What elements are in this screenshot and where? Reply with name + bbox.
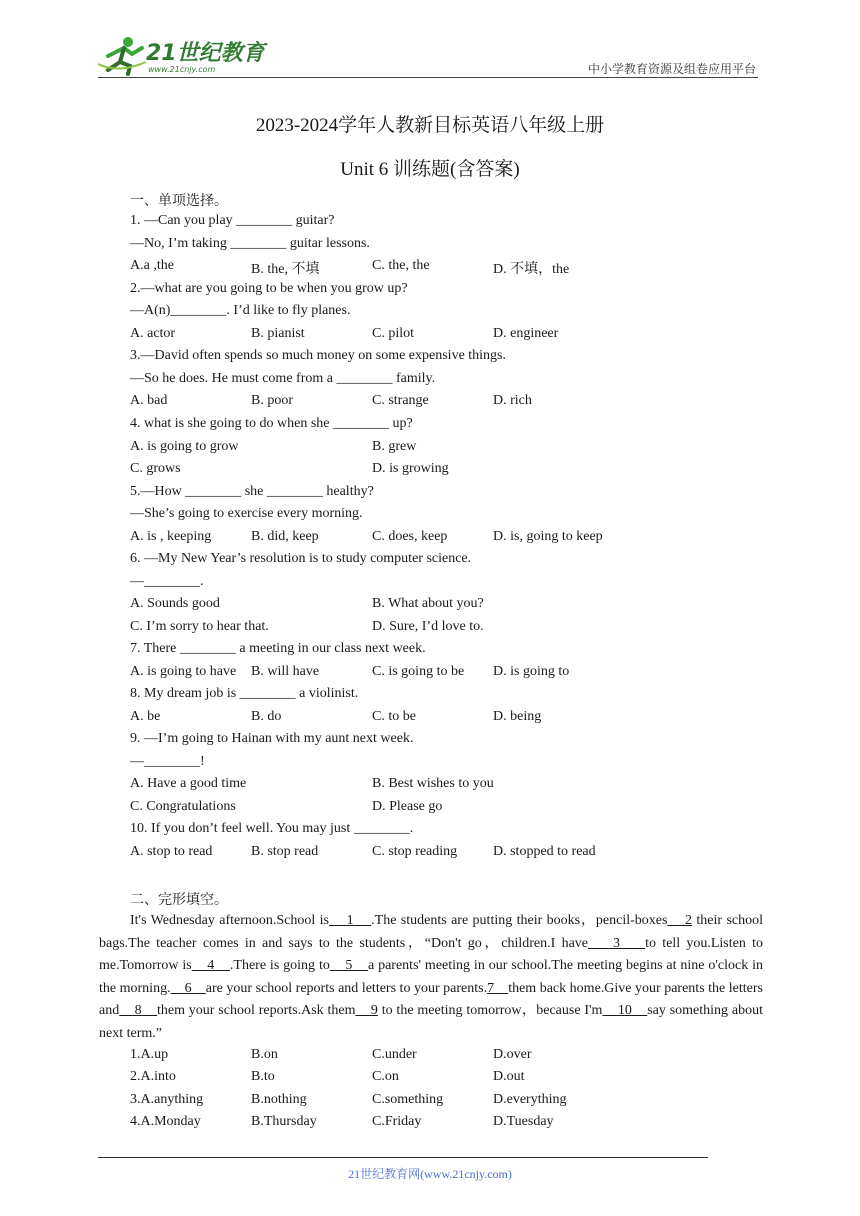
option-c: C. does, keep bbox=[372, 529, 448, 544]
cloze-option-a: 1.A.up bbox=[130, 1047, 169, 1062]
question-line: —________! bbox=[130, 754, 205, 769]
option-b: B. What about you? bbox=[372, 596, 484, 611]
question-line: 7. There ________ a meeting in our class next week. bbox=[130, 641, 426, 656]
passage-text: a parents' meeting in our school.The meeting begins at nine o'clock in the morning. bbox=[99, 958, 764, 996]
passage-text: are your school reports and letters to your parents. bbox=[205, 980, 488, 996]
option-b: B. grew bbox=[372, 439, 417, 454]
blank-1: 1 bbox=[329, 913, 372, 928]
site-logo bbox=[98, 34, 278, 76]
question-line: 1. —Can you play ________ guitar? bbox=[130, 213, 335, 228]
cloze-option-a: 2.A.into bbox=[130, 1069, 176, 1084]
blank-8: 8 bbox=[119, 1003, 157, 1018]
cloze-option-a: 3.A.anything bbox=[130, 1092, 204, 1107]
question-line: 5.—How ________ she ________ healthy? bbox=[130, 484, 374, 499]
cloze-option-b: B.Thursday bbox=[251, 1114, 317, 1129]
option-b: B. did, keep bbox=[251, 529, 319, 544]
passage-text: say something about next term.” bbox=[99, 1003, 763, 1041]
header-platform-name: 中小学教育资源及组卷应用平台 bbox=[587, 62, 756, 76]
blank-9: 9 bbox=[355, 1003, 378, 1018]
option-d: D. stopped to read bbox=[493, 844, 596, 859]
option-c: C. grows bbox=[130, 461, 181, 476]
page-subtitle: Unit 6 训练题(含答案) bbox=[340, 159, 520, 180]
question-line: —________. bbox=[130, 574, 204, 589]
option-c: C. stop reading bbox=[372, 844, 458, 859]
header-divider bbox=[98, 77, 758, 78]
option-b: B. do bbox=[251, 709, 282, 724]
option-d: D. rich bbox=[493, 393, 532, 408]
blank-6: 6 bbox=[170, 980, 206, 996]
option-a: A. is going to have bbox=[130, 664, 237, 679]
option-c: C. is going to be bbox=[372, 664, 465, 679]
cloze-option-c: C.on bbox=[372, 1069, 399, 1084]
option-b: B. will have bbox=[251, 664, 320, 679]
question-line: —She’s going to exercise every morning. bbox=[130, 506, 363, 521]
cloze-option-d: D.everything bbox=[493, 1092, 567, 1107]
blank-5: 5 bbox=[329, 958, 368, 973]
footer-link[interactable]: 21世纪教育网(www.21cnjy.com) bbox=[348, 1167, 512, 1181]
question-line: 4. what is she going to do when she ________ up? bbox=[130, 416, 413, 431]
passage-text: to the meeting tomorrow，because I'm bbox=[377, 1003, 603, 1018]
option-b: B. Best wishes to you bbox=[372, 776, 494, 791]
cloze-option-c: C.Friday bbox=[372, 1114, 422, 1129]
blank-3: 3 bbox=[588, 935, 646, 951]
blank-10: 10 bbox=[602, 1003, 648, 1018]
question-line: 3.—David often spends so much money on some expensive things. bbox=[130, 348, 507, 363]
option-b: B. the, 不填 bbox=[251, 262, 320, 277]
cloze-option-d: D.Tuesday bbox=[493, 1114, 554, 1129]
logo-url: www.21cnjy.com bbox=[148, 65, 216, 74]
passage-text: their school bags.The teacher comes in and says to the students，“Don't go，children.I have bbox=[99, 913, 764, 951]
option-d: D. is, going to keep bbox=[493, 529, 603, 544]
cloze-passage bbox=[99, 910, 763, 1045]
option-d: D. engineer bbox=[493, 326, 559, 341]
blank-4: 4 bbox=[191, 958, 230, 973]
cloze-option-d: D.out bbox=[493, 1069, 525, 1084]
question-line: 8. My dream job is ________ a violinist. bbox=[130, 686, 359, 701]
cloze-option-d: D.over bbox=[493, 1047, 532, 1062]
option-c: C. the, the bbox=[372, 258, 430, 273]
passage-text: to tell you.Listen to me.Tomorrow is bbox=[99, 935, 763, 973]
cloze-option-b: B.on bbox=[251, 1047, 278, 1062]
question-line: —A(n)________. I’d like to fly planes. bbox=[130, 303, 351, 318]
passage-text: them your school reports.Ask them bbox=[156, 1003, 356, 1018]
option-c: C. I’m sorry to hear that. bbox=[130, 619, 269, 634]
option-c: C. pilot bbox=[372, 326, 415, 341]
question-line: —So he does. He must come from a ________ family. bbox=[130, 371, 436, 386]
option-c: C. to be bbox=[372, 709, 416, 724]
passage-text: them back home.Give your parents the letters and bbox=[99, 980, 764, 1018]
option-a: A. Sounds good bbox=[130, 596, 220, 611]
page-header bbox=[98, 30, 758, 78]
option-d: D. 不填，the bbox=[493, 262, 570, 277]
question-line: —No, I’m taking ________ guitar lessons. bbox=[130, 236, 370, 251]
option-a: A. is going to grow bbox=[130, 439, 239, 454]
option-a: A.a ,the bbox=[130, 258, 174, 273]
page-title: 2023-2024学年人教新目标英语八年级上册 bbox=[255, 115, 605, 136]
blank-7: 7 bbox=[487, 980, 509, 996]
option-a: A. Have a good time bbox=[130, 776, 247, 791]
option-d: D. is growing bbox=[372, 461, 449, 476]
option-a: A. stop to read bbox=[130, 844, 213, 859]
passage-text: It's Wednesday afternoon.School is bbox=[130, 913, 329, 928]
question-line: 10. If you don’t feel well. You may just ________. bbox=[130, 821, 414, 836]
option-c: C. strange bbox=[372, 393, 429, 408]
cloze-option-b: B.to bbox=[251, 1069, 275, 1084]
passage-text: .The students are putting their books，pencil-boxes bbox=[371, 913, 668, 928]
option-d: D. Please go bbox=[372, 799, 443, 814]
option-d: D. being bbox=[493, 709, 542, 724]
section1-heading: 一、单项选择。 bbox=[130, 193, 228, 209]
option-a: A. be bbox=[130, 709, 161, 724]
option-b: B. poor bbox=[251, 393, 293, 408]
blank-2: 2 bbox=[667, 913, 693, 928]
option-a: A. bad bbox=[130, 393, 168, 408]
option-b: B. pianist bbox=[251, 326, 305, 341]
option-c: C. Congratulations bbox=[130, 799, 236, 814]
logo-text: 21世纪教育 bbox=[146, 41, 265, 66]
cloze-option-b: B.nothing bbox=[251, 1092, 307, 1107]
option-d: D. Sure, I’d love to. bbox=[372, 619, 484, 634]
question-line: 9. —I’m going to Hainan with my aunt next week. bbox=[130, 731, 414, 746]
option-d: D. is going to bbox=[493, 664, 570, 679]
option-a: A. is , keeping bbox=[130, 529, 212, 544]
footer-divider bbox=[98, 1157, 708, 1158]
option-b: B. stop read bbox=[251, 844, 319, 859]
cloze-option-c: C.something bbox=[372, 1092, 444, 1107]
question-line: 2.—what are you going to be when you grow up? bbox=[130, 281, 408, 296]
runner-logo-icon bbox=[98, 34, 278, 76]
section2-heading: 二、完形填空。 bbox=[130, 892, 228, 908]
cloze-option-c: C.under bbox=[372, 1047, 417, 1062]
option-a: A. actor bbox=[130, 326, 176, 341]
cloze-option-a: 4.A.Monday bbox=[130, 1114, 201, 1129]
passage-text: .There is going to bbox=[229, 958, 330, 973]
question-line: 6. —My New Year’s resolution is to study computer science. bbox=[130, 551, 472, 566]
